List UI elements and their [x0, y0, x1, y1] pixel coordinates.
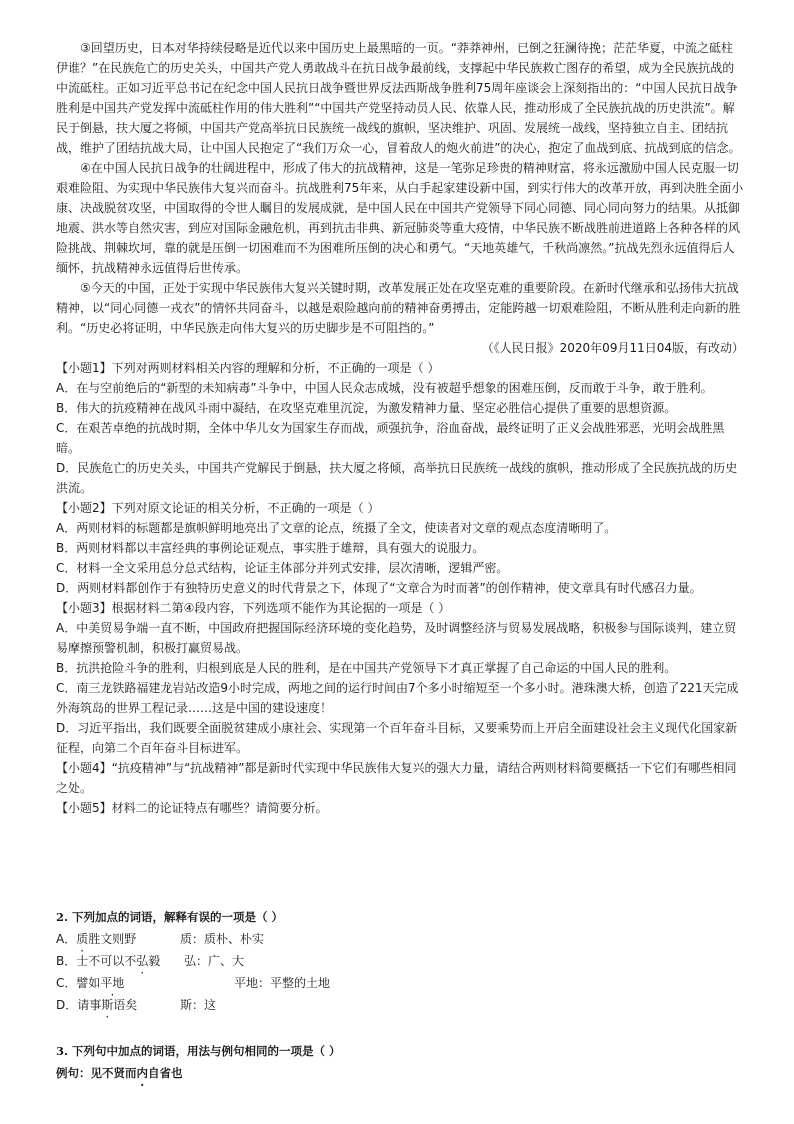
- subquestion-1-option-a: A．在与空前绝后的“新型的未知病毒”斗争中，中国人民众志成城，没有被超乎想象的困难压倒，反而敢于斗争，敢于胜利。: [56, 381, 713, 395]
- subquestion-5-stem: 【小题5】材料二的论证特点有哪些？请简要分析。: [56, 801, 328, 815]
- question-2-option-c: C．譬如平地 平地：平整的土地: [56, 976, 331, 990]
- subquestion-1-option-b: B．伟大的抗疫精神在战风斗雨中凝结，在攻坚克难里沉淀，为激发精神力量、坚定必胜信心提供了重要的思想资源。: [56, 401, 677, 415]
- subquestion-3-option-a: A．中美贸易争端一直不断，中国政府把握国际经济环境的变化趋势，及时调整经济与贸易发展战略，积极参与国际谈判，建立贸易摩擦预警机制，积极打赢贸易战。: [56, 621, 737, 655]
- question-3-example: 例句：见不贤而内自省也: [56, 1066, 183, 1080]
- subquestion-1-option-c: C．在艰苦卓绝的抗战时期，全体中华儿女为国家生存而战，顽强抗争，浴血奋战，最终证明了正义会战胜邪恶，光明会战胜黑暗。: [56, 421, 725, 455]
- question-3-stem: 3. 下列句中加点的词语，用法与例句相同的一项是（ ）: [56, 1044, 341, 1058]
- subquestion-2-option-a: A．两则材料的标题都是旗帜鲜明地亮出了文章的论点，统摄了全文，使读者对文章的观点态度清晰明了。: [56, 521, 617, 535]
- subquestion-3-stem: 【小题3】根据材料二第④段内容，下列选项不能作为其论据的一项是（ ）: [56, 601, 451, 615]
- subquestion-2-option-d: D．两则材料都创作于有独特历史意义的时代背景之下，体现了“文章合为时而著”的创作精神，使文章具有时代感召力量。: [56, 581, 702, 595]
- material-two-body: [56, 38, 744, 818]
- subquestion-2-option-b: B．两则材料都以丰富经典的事例论证观点，事实胜于雄辩，具有强大的说服力。: [56, 541, 485, 555]
- subquestion-2-option-c: C．材料一全文采用总分总式结构，论证主体部分并列式安排，层次清晰，逻辑严密。: [56, 561, 509, 575]
- subquestion-3-option-d: D．习近平指出，我们既要全面脱贫建成小康社会、实现第一个百年奋斗目标，又要乘势而上开启全面建设社会主义现代化国家新征程，向第二个百年奋斗目标进军。: [56, 721, 738, 755]
- subquestion-1-stem: 【小题1】下列对两则材料相关内容的理解和分析，不正确的一项是（ ）: [56, 361, 440, 375]
- question-3: [56, 1040, 744, 1084]
- question-2-option-d: D．请事斯语矣 斯：这: [56, 998, 217, 1012]
- subquestion-4-stem: 【小题4】“抗疫精神”与“抗战精神”都是新时代实现中华民族伟大复兴的强大力量，请结合两则材料简要概括一下它们有哪些相同之处。: [56, 761, 737, 795]
- question-2-stem: 2. 下列加点的词语，解释有误的一项是（ ）: [56, 910, 284, 924]
- material-paragraph-3: ③回望历史，日本对华持续侵略是近代以来中国历史上最黑暗的一页。“莽莽神州，已倒之狂澜待挽；茫茫华夏，中流之砥柱伊谁？”在民族危亡的历史关头，中国共产党人勇敢战斗在抗日战争最前线，支撑起中华民族救亡图存的希望，成为全民族抗战的中流砥柱。正如习近平总书记在纪念中国人民抗日战争暨世界反法西斯战争胜利75周年座谈会上深刻指出的：“中国人民抗日战争胜利是中国共产党发挥中流砥柱作用的伟大胜利”“中国共产党坚持动员人民、依靠人民，推动形成了全民族抗战的历史洪流”。解民于倒悬，扶大厦之将倾，中国共产党高举抗日民族统一战线的旗帜，坚决维护、巩固、发展统一战线，坚持独立自主、团结抗战，维护了团结抗战大局，让中国人民抱定了“我们万众一心，冒着敌人的炮火前进”的决心，抱定了血战到底、抗战到底的信念。: [56, 41, 741, 155]
- material-paragraph-4: ④在中国人民抗日战争的壮阔进程中，形成了伟大的抗战精神，这是一笔弥足珍贵的精神财富，将永远激励中国人民克服一切艰难险阻、为实现中华民族伟大复兴而奋斗。抗战胜利75年来，从白手起家建设新中国，到实行伟大的改革开放，再到决胜全面小康、决战脱贫攻坚，中国取得的令世人瞩目的发展成就，是中国人民在中国共产党领导下同心同德、同心同向努力的结果。从抵御地震、洪水等自然灾害，到应对国际金融危机，再到抗击非典、新冠肺炎等重大疫情，中华民族不断战胜前进道路上各种各样的风险挑战、荆棘坎坷，靠的就是压倒一切困难而不为困难所压倒的决心和勇气。“天地英雄气，千秋尚凛然。”抗战先烈永远值得后人缅怀，抗战精神永远值得后世传承。: [56, 161, 744, 275]
- subquestion-2-stem: 【小题2】下列对原文论证的相关分析，不正确的一项是（ ）: [56, 501, 380, 515]
- subquestion-3-option-c: C．南三龙铁路福建龙岩站改造9小时完成，两地之间的运行时间由7个多小时缩短至一个多小时。港珠澳大桥，创造了221天完成外海筑岛的世界工程记录……这是中国的建设速度！: [56, 681, 739, 715]
- material-paragraph-5: ⑤今天的中国，正处于实现中华民族伟大复兴关键时期，改革发展正处在攻坚克难的重要阶段。在新时代继承和弘扬伟大抗战精神，以“同心同德一戎衣”的情怀共同奋斗，以越是艰险越向前的精神奋勇搏击，定能跨越一切艰难险阻，不断从胜利走向新的胜利。“历史必将证明，中华民族走向伟大复兴的历史脚步是不可阻挡的。”: [56, 281, 741, 335]
- question-2: [56, 906, 744, 1016]
- subquestion-3-option-b: B．抗洪抢险斗争的胜利，归根到底是人民的胜利，是在中国共产党领导下才真正掌握了自己命运的中国人民的胜利。: [56, 661, 677, 675]
- question-2-option-b: B．士不可以不弘毅 弘：广、大: [56, 954, 245, 968]
- subquestion-1-option-d: D．民族危亡的历史关头，中国共产党解民于倒悬，扶大厦之将倾，高举抗日民族统一战线的旗帜，推动形成了全民族抗战的历史洪流。: [56, 461, 738, 495]
- source-citation: （《人民日报》2020年09月11日04版，有改动）: [481, 341, 744, 355]
- question-2-option-a: A．质胜文则野 质：质朴、朴实: [56, 932, 265, 946]
